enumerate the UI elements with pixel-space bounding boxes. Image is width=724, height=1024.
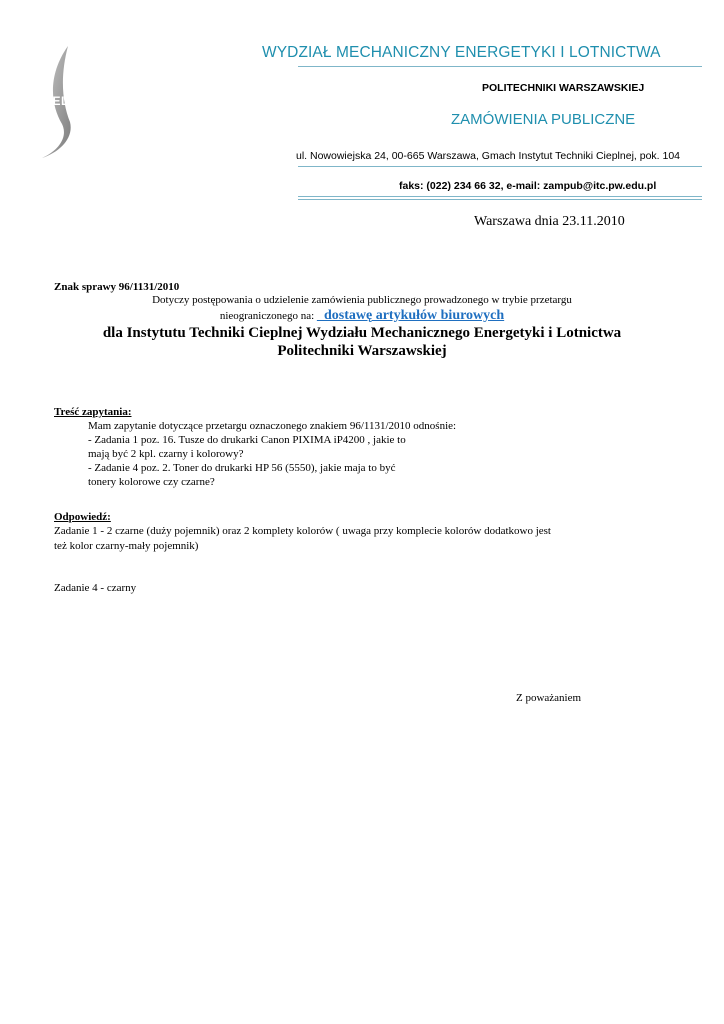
answer-task4: Zadanie 4 - czarny xyxy=(54,582,137,594)
intro-line-3: dla Instytutu Techniki Cieplnej Wydziału Mechanicznego Energetyki i Lotnictwa xyxy=(102,325,622,341)
question-heading: Treść zapytania: xyxy=(54,406,132,418)
logo-text: MEL xyxy=(42,94,69,108)
question-line: tonery kolorowe czy czarne? xyxy=(88,476,215,488)
intro-line-2-prefix: nieograniczonego na: xyxy=(219,310,315,322)
contact-line: faks: (022) 234 66 32, e-mail: zampub@itc.pw.edu.pl xyxy=(399,180,657,192)
question-line: - Zadanie 4 poz. 2. Toner do drukarki HP 56 (5550), jakie maja to być xyxy=(88,462,396,474)
logo xyxy=(38,44,82,160)
subject-link[interactable]: _dostawę artykułów biurowych xyxy=(316,308,505,323)
closing: Z poważaniem xyxy=(516,692,582,704)
faculty-title: WYDZIAŁ MECHANICZNY ENERGETYKI I LOTNICTWA xyxy=(262,44,661,61)
intro-line-1: Dotyczy postępowania o udzielenie zamówienia publicznego prowadzonego w trybie przetargu xyxy=(152,294,572,306)
header-rule-bottom-1 xyxy=(298,196,702,197)
answer-line: Zadanie 1 - 2 czarne (duży pojemnik) oraz 2 komplety kolorów ( uwaga przy komplecie kolorów dodatkowo jest xyxy=(54,525,551,537)
intro-line-4: Politechniki Warszawskiej xyxy=(277,343,447,359)
question-line: Mam zapytanie dotyczące przetargu oznaczonego znakiem 96/1131/2010 odnośnie: xyxy=(88,420,457,432)
question-line: - Zadania 1 poz. 16. Tusze do drukarki Canon PIXIMA iP4200 , jakie to xyxy=(88,434,406,446)
university-name: POLITECHNIKI WARSZAWSKIEJ xyxy=(482,82,645,94)
question-line: mają być 2 kpl. czarny i kolorowy? xyxy=(88,448,244,460)
intro-line-2 xyxy=(0,308,724,324)
document-date: Warszawa dnia 23.11.2010 xyxy=(474,214,625,229)
address: ul. Nowowiejska 24, 00-665 Warszawa, Gmach Instytut Techniki Cieplnej, pok. 104 xyxy=(296,150,681,162)
answer-line: też kolor czarny-mały pojemnik) xyxy=(54,540,199,552)
answer-heading: Odpowiedź: xyxy=(54,511,111,523)
header-rule-mid xyxy=(298,166,702,167)
header-rule-bottom-2 xyxy=(298,199,702,200)
header-rule-top xyxy=(298,66,702,67)
case-reference: Znak sprawy 96/1131/2010 xyxy=(54,281,180,293)
department-name: ZAMÓWIENIA PUBLICZNE xyxy=(451,111,636,128)
